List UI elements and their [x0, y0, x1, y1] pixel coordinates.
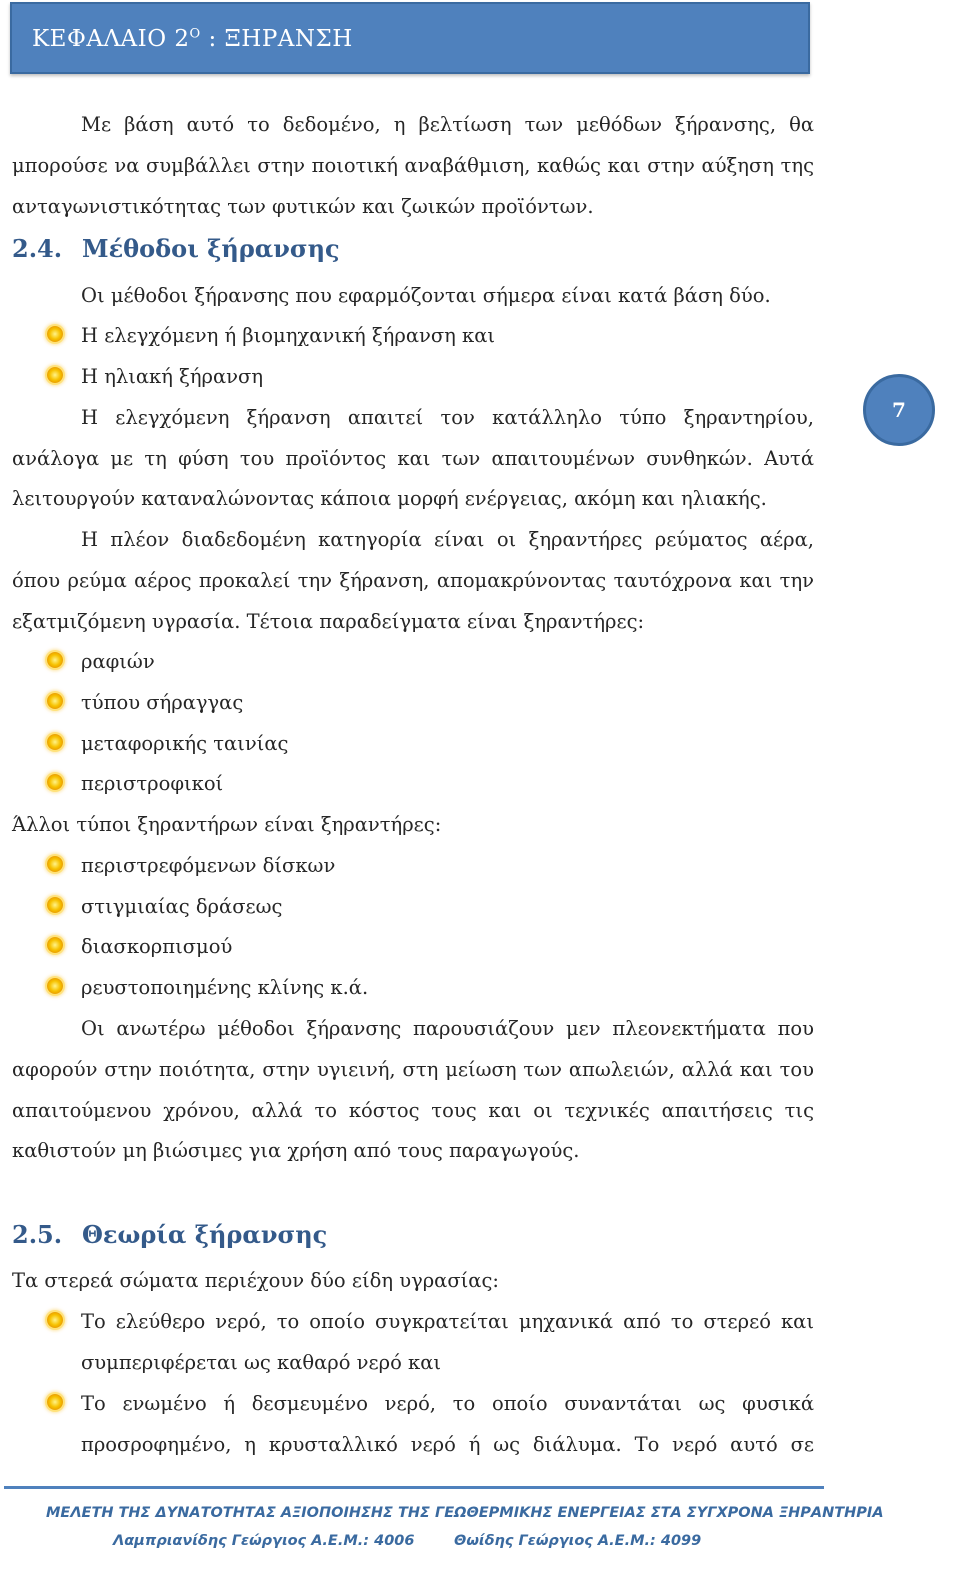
moisture-item-2-line-2: προσροφημένο, η κρυσταλλικό νερό ή ως διάλυμα. Το νερό αυτό σε — [81, 1433, 814, 1456]
list-item: διασκορπισμού — [81, 935, 233, 958]
moisture-item-1-line-2: συμπεριφέρεται ως καθαρό νερό και — [81, 1351, 442, 1374]
para1-line-3: λειτουργούν καταναλώνοντας κάποια μορφή ενέργειας, ακόμη και ηλιακής. — [12, 487, 767, 510]
section-2-4-lead: Οι μέθοδοι ξήρανσης που εφαρμόζονται σήμερα είναι κατά βάση δύο. — [81, 284, 771, 307]
sun-bullet-icon — [47, 978, 63, 994]
page-number: 7 — [892, 398, 906, 422]
footer-divider — [4, 1486, 824, 1489]
list-item: περιστροφικοί — [81, 772, 224, 795]
section-2-5-lead: Τα στερεά σώματα περιέχουν δύο είδη υγρασίας: — [12, 1269, 499, 1292]
chapter-title: ΚΕΦΑΛΑΙΟ $2^O$ : ΞΗΡΑΝΣΗ — [32, 26, 353, 52]
moisture-item-2-line-1: Το ενωμένο ή δεσμευμένο νερό, το οποίο συναντάται ως φυσικά — [81, 1392, 814, 1415]
section-number: 2.4. — [12, 234, 63, 263]
para1-line-1: Η ελεγχόμενη ξήρανση απαιτεί τον κατάλληλο τύπο ξηραντηρίου, — [81, 406, 814, 429]
sun-bullet-icon — [47, 734, 63, 750]
section-heading-2-4 — [12, 234, 340, 264]
list-item: ρευστοποιημένης κλίνης κ.ά. — [81, 976, 369, 999]
section-heading-2-5 — [12, 1220, 327, 1250]
sun-bullet-icon — [47, 937, 63, 953]
other-types-lead: Άλλοι τύποι ξηραντήρων είναι ξηραντήρες: — [12, 813, 442, 836]
sun-bullet-icon — [47, 326, 63, 342]
para3-line-4: καθιστούν μη βιώσιμες για χρήση από τους παραγωγούς. — [12, 1139, 580, 1162]
para3-line-3: απαιτούμενου χρόνου, αλλά το κόστος τους και οι τεχνικές απαιτήσεις τις — [12, 1099, 814, 1122]
intro-line-2: μπορούσε να συμβάλλει στην ποιοτική αναβάθμιση, καθώς και στην αύξηση της — [12, 154, 814, 177]
section-title: Θεωρία ξήρανσης — [82, 1220, 328, 1249]
sun-bullet-icon — [47, 1394, 63, 1410]
moisture-item-1-line-1: Το ελεύθερο νερό, το οποίο συγκρατείται μηχανικά από το στερεό και — [81, 1310, 814, 1333]
para1-line-2: ανάλογα με τη φύση του προϊόντος και των απαιτουμένων συνθηκών. Αυτά — [12, 447, 814, 470]
section-number: 2.5. — [12, 1220, 63, 1249]
footer-author-1: Λαμπριανίδης Γεώργιος Α.Ε.Μ.: 4006 — [113, 1533, 415, 1549]
list-item: περιστρεφόμενων δίσκων — [81, 854, 336, 877]
list-item: στιγμιαίας δράσεως — [81, 895, 283, 918]
sun-bullet-icon — [47, 856, 63, 872]
section-title: Μέθοδοι ξήρανσης — [82, 234, 340, 263]
list-item: μεταφορικής ταινίας — [81, 732, 289, 755]
list-item: τύπου σήραγγας — [81, 691, 244, 714]
intro-line-1: Με βάση αυτό το δεδομένο, η βελτίωση των μεθόδων ξήρανσης, θα — [81, 113, 814, 136]
list-item: Η ηλιακή ξήρανση — [81, 365, 264, 388]
para2-line-3: εξατμιζόμενη υγρασία. Τέτοια παραδείγματα είναι ξηραντήρες: — [12, 610, 645, 633]
sun-bullet-icon — [47, 774, 63, 790]
page-number-badge — [863, 374, 935, 446]
list-item: ραφιών — [81, 650, 155, 673]
para2-line-1: Η πλέον διαδεδομένη κατηγορία είναι οι ξηραντήρες ρεύματος αέρα, — [81, 528, 814, 551]
footer-title: ΜΕΛΕΤΗ ΤΗΣ ΔΥΝΑΤΟΤΗΤΑΣ ΑΞΙΟΠΟΙΗΣΗΣ ΤΗΣ ΓΕΩΘΕΡΜΙΚΗΣ ΕΝΕΡΓΕΙΑΣ ΣΤΑ ΣΥΓΧΡΟΝΑ ΞΗΡΑΝΤΗΡΙΑ — [46, 1505, 884, 1521]
footer-author-2: Θωίδης Γεώργιος Α.Ε.Μ.: 4099 — [454, 1533, 702, 1549]
para3-line-1: Οι ανωτέρω μέθοδοι ξήρανσης παρουσιάζουν μεν πλεονεκτήματα που — [81, 1017, 814, 1040]
sun-bullet-icon — [47, 1312, 63, 1328]
sun-bullet-icon — [47, 652, 63, 668]
intro-line-3: ανταγωνιστικότητας των φυτικών και ζωικών προϊόντων. — [12, 195, 594, 218]
chapter-header — [10, 2, 810, 74]
para2-line-2: όπου ρεύμα αέρος προκαλεί την ξήρανση, απομακρύνοντας ταυτόχρονα και την — [12, 569, 814, 592]
sun-bullet-icon — [47, 693, 63, 709]
sun-bullet-icon — [47, 367, 63, 383]
sun-bullet-icon — [47, 897, 63, 913]
list-item: Η ελεγχόμενη ή βιομηχανική ξήρανση και — [81, 324, 496, 347]
para3-line-2: αφορούν στην ποιότητα, στην υγιεινή, στη μείωση των απωλειών, αλλά και του — [12, 1058, 814, 1081]
